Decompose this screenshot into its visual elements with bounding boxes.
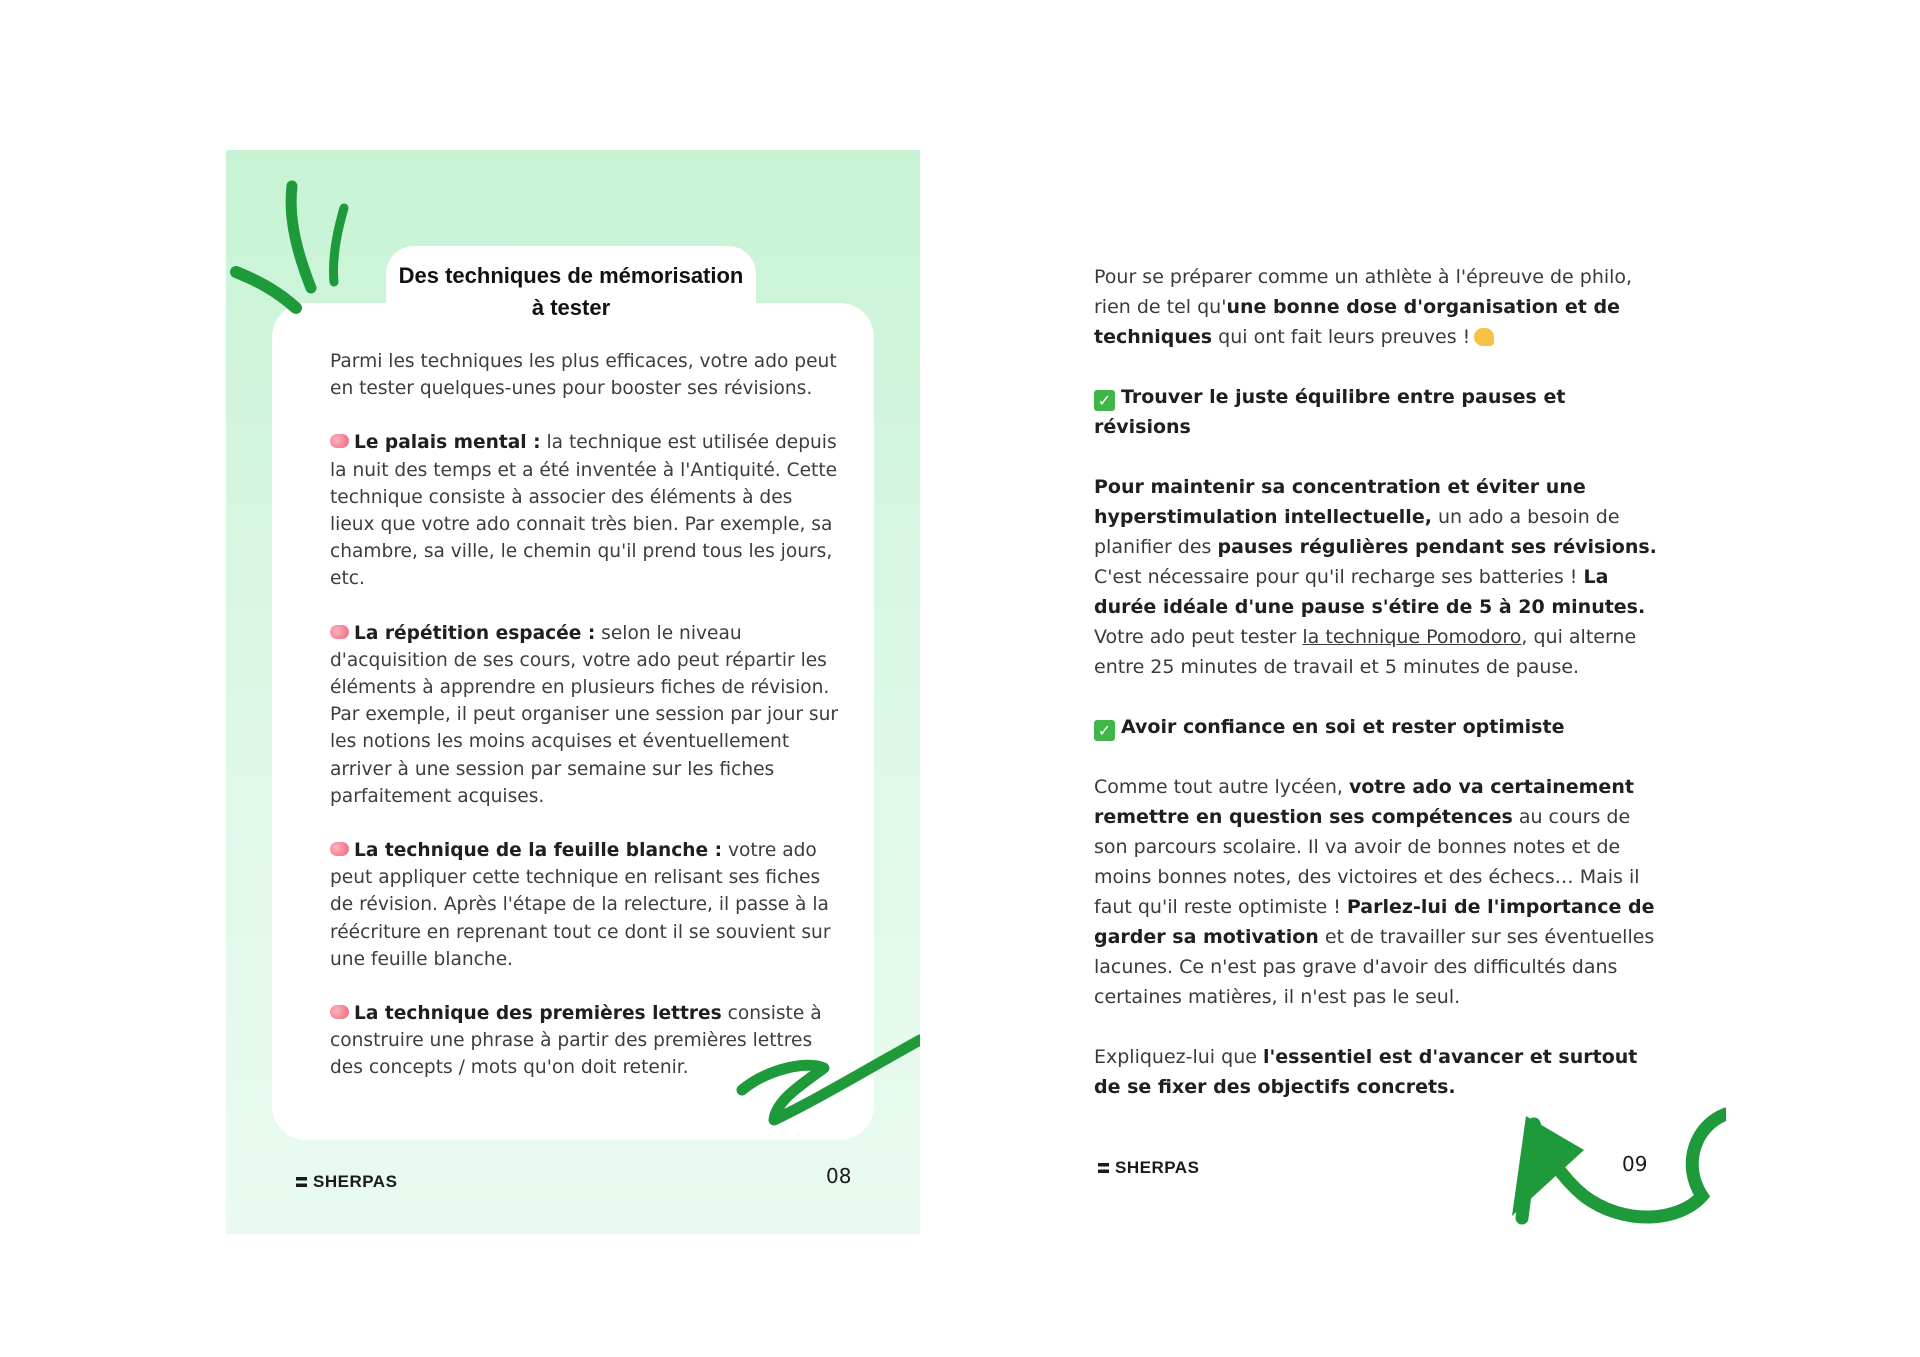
brain-icon <box>330 842 349 856</box>
right-intro <box>1094 262 1664 352</box>
card-title-line2: à tester <box>531 295 611 320</box>
item-text: la technique est utilisée depuis la nuit des temps et a été inventée à l'Antiquité. Cette technique consiste à associer des éléments à des lieux que votre ado connait très bien. Par exemple, sa chambre, sa ville, le chemin qu'il prend tous les jours, etc. <box>330 432 838 590</box>
card-title <box>386 260 756 324</box>
heading-2-text: Avoir confiance en soi et rester optimiste <box>1121 716 1565 738</box>
brain-icon <box>330 625 349 639</box>
intro-text-b: une bonne dose d'organisation et de techniques <box>1094 296 1620 348</box>
page-number-right: 09 <box>1622 1152 1648 1176</box>
list-item <box>330 429 840 592</box>
left-page <box>226 150 920 1234</box>
item-title: La technique de la feuille blanche : <box>354 840 723 862</box>
sherpas-logo-right <box>1098 1158 1199 1178</box>
brain-icon <box>330 1005 349 1019</box>
brain-icon <box>330 434 349 448</box>
sherpas-logo-left <box>296 1172 397 1192</box>
curved-arrow-icon <box>1504 1106 1726 1236</box>
paragraph-3 <box>1094 1042 1664 1102</box>
zigzag-scribble-icon <box>736 1030 920 1140</box>
heading-1-text: Trouver le juste équilibre entre pauses et révisions <box>1094 386 1566 438</box>
paragraph-2 <box>1094 772 1664 1012</box>
p1-c: pauses régulières pendant ses révisions. <box>1217 536 1657 558</box>
check-mark-icon: ✓ <box>1094 720 1115 741</box>
intro-text-a: Pour se préparer comme un athlète à l'épreuve de philo, rien de tel qu' <box>1094 266 1633 318</box>
card-intro: Parmi les techniques les plus efficaces, votre ado peut en tester quelques-unes pour booster ses révisions. <box>330 351 837 400</box>
p2-a: Comme tout autre lycéen, <box>1094 776 1349 798</box>
p2-e: et de travailler sur ses éventuelles lacunes. Ce n'est pas grave d'avoir des difficultés dans certaines matières, il n'est pas le seul. <box>1094 926 1655 1008</box>
p1-d: C'est nécessaire pour qu'il recharge ses batteries ! <box>1094 566 1584 588</box>
page-number-left: 08 <box>826 1164 852 1188</box>
item-text: selon le niveau d'acquisition de ses cours, votre ado peut répartir les éléments à apprendre en plusieurs fiches de révision. Par exemple, il peut organiser une session par jour sur les notions les moins acquises et éventuellement arriver à une session par semaine sur les fiches parfaitement acquises. <box>330 622 839 807</box>
p1-g: , qui alterne entre 25 minutes de travail et 5 minutes de pause. <box>1094 626 1637 678</box>
brand-text: SHERPAS <box>1115 1158 1200 1177</box>
section-heading-2 <box>1094 712 1664 742</box>
sherpas-mark-icon <box>1098 1163 1109 1173</box>
pomodoro-link[interactable]: la technique Pomodoro <box>1302 626 1522 648</box>
p1-b: un ado a besoin de planifier des <box>1094 506 1620 558</box>
p2-d: Parlez-lui de l'importance de garder sa motivation <box>1094 896 1655 948</box>
item-title: Le palais mental : <box>354 432 541 454</box>
section-heading-1 <box>1094 382 1664 442</box>
p3-a: Expliquez-lui que <box>1094 1046 1263 1068</box>
spark-strokes-icon <box>226 150 386 320</box>
check-mark-icon: ✓ <box>1094 390 1115 411</box>
intro-text-c: qui ont fait leurs preuves ! <box>1212 326 1471 348</box>
item-title: La technique des premières lettres <box>354 1003 722 1025</box>
p2-c: au cours de son parcours scolaire. Il va avoir de bonnes notes et de moins bonnes notes, des victoires et des échecs… Mais il faut qu'il reste optimiste ! <box>1094 806 1640 918</box>
sherpas-mark-icon <box>296 1177 307 1187</box>
flexed-biceps-icon <box>1474 328 1494 346</box>
list-item <box>330 620 840 810</box>
p1-f: Votre ado peut tester <box>1094 626 1303 648</box>
brand-text: SHERPAS <box>313 1172 398 1191</box>
p1-e: La durée idéale d'une pause s'étire de 5 à 20 minutes. <box>1094 566 1646 618</box>
right-page-body <box>1094 262 1664 1132</box>
p2-b: votre ado va certainement remettre en question ses compétences <box>1094 776 1634 828</box>
p3-b: l'essentiel est d'avancer et surtout de se fixer des objectifs concrets. <box>1094 1046 1638 1098</box>
p1-a: Pour maintenir sa concentration et éviter une hyperstimulation intellectuelle, <box>1094 476 1586 528</box>
paragraph-1 <box>1094 472 1664 682</box>
item-title: La répétition espacée : <box>354 622 596 644</box>
card-body <box>330 348 840 1109</box>
item-text: votre ado peut appliquer cette technique en relisant ses fiches de révision. Après l'étape de la relecture, il passe à la réécriture en reprenant tout ce dont il se souvient sur une feuille blanche. <box>330 840 831 970</box>
card-title-line1: Des techniques de mémorisation <box>398 263 744 288</box>
list-item <box>330 837 840 973</box>
item-text: consiste à construire une phrase à partir des premières lettres des concepts / mots qu'on doit retenir. <box>330 1003 822 1079</box>
